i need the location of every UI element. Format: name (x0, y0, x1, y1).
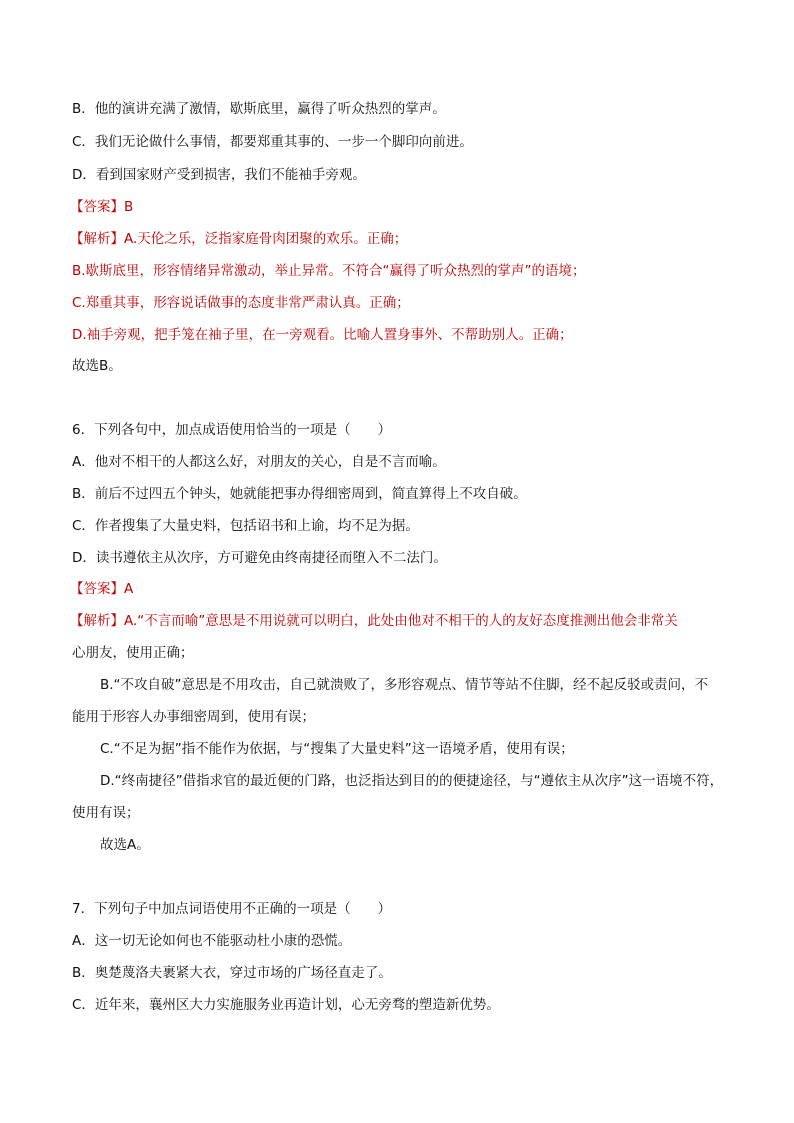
option-d: D．看到国家财产受到损害，我们不能袖手旁观。 (72, 167, 366, 183)
conclusion: 故选A。 (100, 837, 150, 853)
analysis-tag: 【解析】 (70, 613, 124, 629)
analysis-text: A.天伦之乐，泛指家庭骨肉团聚的欢乐。正确； (124, 231, 408, 247)
answer-line (70, 198, 133, 216)
option-a: A．这一切无论如何也不能驱动杜小康的恐慌。 (72, 933, 352, 949)
analysis-line: 使用有误； (72, 805, 140, 821)
option-b: B．前后不过四五个钟头，她就能把事办得细密周到，简直算得上不攻自破。 (72, 486, 527, 502)
analysis-line: D.“终南捷径”借指求官的最近便的门路，也泛指达到目的的便捷途径，与“遵依主从次序”这一语境不符， (100, 773, 724, 789)
answer-value: A (124, 581, 134, 597)
answer-tag: 【答案】 (70, 199, 124, 215)
option-c: C．近年来，襄州区大力实施服务业再造计划，心无旁骛的塑造新优势。 (72, 997, 500, 1013)
analysis-line: C.郑重其事，形容说话做事的态度非常严肃认真。正确； (72, 295, 410, 311)
option-c: C．我们无论做什么事情，都要郑重其事的、一步一个脚印向前进。 (72, 134, 473, 150)
option-a: A．他对不相干的人都这么好，对朋友的关心，自是不言而喻。 (72, 454, 446, 470)
analysis-tag: 【解析】 (70, 231, 124, 247)
analysis-line: 能用于形容人办事细密周到，使用有误； (72, 709, 315, 725)
answer-tag: 【答案】 (70, 581, 124, 597)
analysis-line: 心朋友，使用正确； (72, 645, 194, 661)
analysis-line (70, 612, 678, 630)
option-b: B．他的演讲充满了激情，歇斯底里，赢得了听众热烈的掌声。 (72, 101, 446, 117)
conclusion: 故选B。 (72, 358, 122, 374)
analysis-line: D.袖手旁观，把手笼在袖子里，在一旁观看。比喻人置身事外、不帮助别人。正确； (72, 327, 573, 343)
option-d: D．读书遵依主从次序，方可避免由终南捷径而堕入不二法门。 (72, 550, 447, 566)
analysis-text: A.“不言而喻”意思是不用说就可以明白，此处由他对不相干的人的友好态度推测出他会非常关 (124, 613, 678, 629)
question-stem: 7．下列句子中加点词语使用不正确的一项是（ ） (72, 901, 392, 917)
answer-value: B (124, 199, 134, 215)
analysis-line: B.“不攻自破”意思是不用攻击，自己就溃败了，多形容观点、情节等站不住脚，经不起反驳或责问，不 (100, 677, 709, 693)
question-stem: 6．下列各句中，加点成语使用恰当的一项是（ ） (72, 422, 392, 438)
analysis-line: C.“不足为据”指不能作为依据，与“搜集了大量史料”这一语境矛盾，使用有误； (100, 741, 574, 757)
option-b: B．奥楚蔑洛夫裹紧大衣，穿过市场的广场径直走了。 (72, 965, 392, 981)
answer-line (70, 580, 133, 598)
analysis-line (70, 230, 407, 248)
option-c: C．作者搜集了大量史料，包括诏书和上谕，均不足为据。 (72, 518, 419, 534)
analysis-line: B.歇斯底里，形容情绪异常激动，举止异常。不符合“赢得了听众热烈的掌声”的语境； (72, 263, 586, 279)
